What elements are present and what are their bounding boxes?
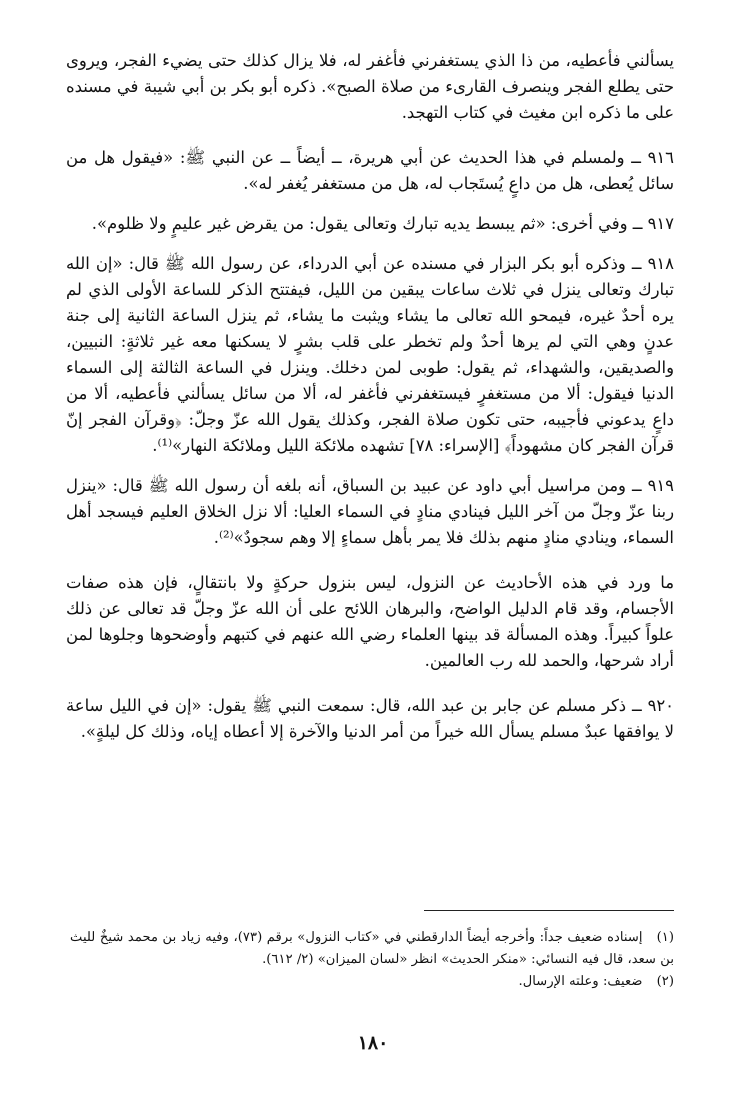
footnote-number: (٢) (656, 974, 674, 989)
page-number: ١٨٠ (357, 1032, 389, 1054)
paragraph-hadith-918: ٩١٨ ــ وذكره أبو بكر البزار في مسنده عن أبي الدرداء، عن رسول الله ﷺ قال: «إن الله تبارك وتعالى ينزل في ثلاث ساعات يبقين من الليل، فيفتتح الذكر للساعة الأولى الذي لم يره أحدٌ غيره، فيمحو الله تعالى ما يشاء ويثبت ما يشاء، ثم ينزل الساعة الثانية إلى جنة عدنٍ وهي التي لم يرها أحدٌ ولم تخطر على قلب بشرٍ لا يسكنها معه غير ثلاثةٍ: النبيين، والصديقين، والشهداء، ثم يقول: طوبى لمن دخلك. وينزل في الساعة الثالثة إلى السماء الدنيا فيقول: ألا من مستغفرٍ فيستغفرني فأغفر له، ألا من سائل يسألني فأعطيه، ألا من داعٍ يدعوني فأجيبه، حتى تكون صلاة الفجر، وكذلك يقول الله عزّ وجلّ: ﴿وقرآن الفجر إنّ قرآن الفجر كان مشهوداً﴾ [الإسراء: ٧٨] تشهده ملائكة الليل وملائكة النهار»⁽¹⁾. (66, 254, 674, 455)
footnote-divider (424, 910, 674, 911)
footnote-item (70, 971, 674, 993)
paragraph-hadith-916: ٩١٦ ــ ولمسلم في هذا الحديث عن أبي هريرة، ــ أيضاً ــ عن النبي ﷺ: «فيقول هل من سائل يُعطى، هل من داعٍ يُستَجاب له، هل من مستغفر يُغفر له». (66, 148, 674, 193)
paragraph-hadith-919: ٩١٩ ــ ومن مراسيل أبي داود عن عبيد بن السباق، أنه بلغه أن رسول الله ﷺ قال: «ينزل ربنا عزّ وجلّ من آخر الليل فينادي منادٍ في السماء العليا: ألا نزل الخلاق العليم فيسجد أهل السماء، وينادي منادٍ منهم بذلك فلا يمر بأهل سماءٍ إلا وهم سجودٌ»⁽²⁾. (66, 476, 674, 547)
paragraph-continuation: يسألني فأعطيه، من ذا الذي يستغفرني فأغفر له، فلا يزال كذلك حتى يضيء الفجر، ويروى حتى يطلع الفجر وينصرف القارىء من صلاة الصبح». ذكره أبو بكر بن أبي شيبة في مسنده على ما ذكره ابن مغيث في كتاب التهجد. (66, 51, 674, 122)
paragraph-commentary: ما ورد في هذه الأحاديث عن النزول، ليس بنزول حركةٍ ولا بانتقالٍ، فإن هذه صفات الأجسام، وقد قام الدليل الواضح، والبرهان اللائح على أن الله عزّ وجلّ قد تعالى عن ذلك علواً كبيراً. وهذه المسألة قد بينها العلماء رضي الله عنهم في كتبهم وأوضحوها وجلوها لمن أراد شرحها، والحمد لله رب العالمين. (66, 573, 674, 670)
footnote-number: (١) (656, 930, 675, 945)
footnote-text: إسناده ضعيف جداً: وأخرجه أيضاً الدارقطني في «كتاب النزول» برقم (٧٣)، وفيه زياد بن محمد شيخٌ لليث بن سعد، قال فيه النسائي: «منكر الحديث» انظر «لسان الميزان» (٢/ ٦١٢). (70, 930, 674, 967)
paragraph-hadith-920: ٩٢٠ ــ ذكر مسلم عن جابر بن عبد الله، قال: سمعت النبي ﷺ يقول: «إن في الليل ساعة لا يوافقها عبدٌ مسلم يسأل الله خيراً من أمر الدنيا والآخرة إلا أعطاه إياه، وذلك كل ليلةٍ». (66, 696, 674, 741)
footnotes-section (70, 927, 674, 993)
paragraph-hadith-917: ٩١٧ ــ وفي أخرى: «ثم يبسط يديه تبارك وتعالى يقول: من يقرض غير عليمٍ ولا ظلوم». (91, 214, 674, 233)
footnote-item (70, 927, 674, 971)
footnote-text: ضعيف: وعلته الإرسال. (518, 974, 643, 989)
